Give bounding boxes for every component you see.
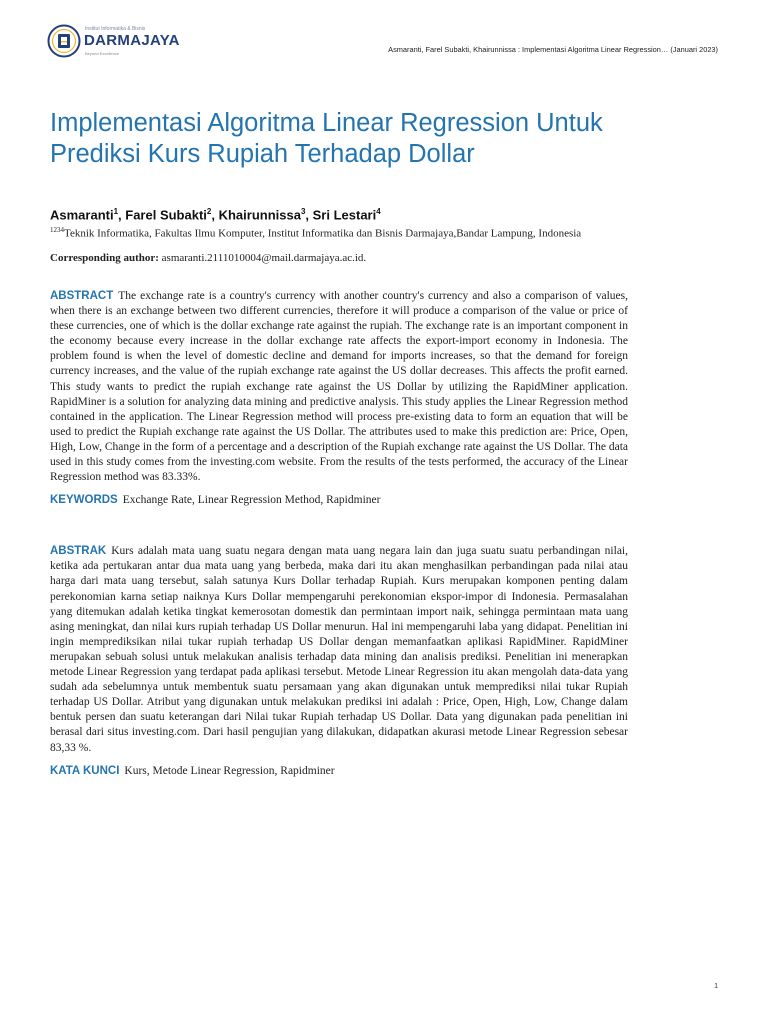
abstract-label: ABSTRACT [50,289,114,302]
abstract-indonesian [50,544,628,755]
author-separator: , [305,207,313,223]
institution-logo [47,24,197,60]
author-affiliation-mark: 4 [376,207,381,216]
keywords-indonesian [50,764,628,779]
author-name: Sri Lestari [312,207,377,223]
corresponding-author [50,251,628,265]
kata-kunci-label: KATA KUNCI [50,764,120,777]
author-separator: , [118,207,126,223]
running-head: Asmaranti, Farel Subakti, Khairunnissa : Implementasi Algoritma Linear Regression… (Januari 2023) [388,45,718,54]
paper-title: Implementasi Algoritma Linear Regression Untuk Prediksi Kurs Rupiah Terhadap Dollar [50,109,603,168]
corresponding-author-label: Corresponding author: [50,251,159,264]
author-separator: , [211,207,219,223]
page-header [0,0,768,70]
author-affiliation-mark: 2 [206,207,212,216]
abstrak-label: ABSTRAK [50,545,107,558]
logo-tagline: Beyond Excellence [85,51,120,56]
affiliation-text: Teknik Informatika, Fakultas Ilmu Komputer, Institut Informatika dan Bisnis Darmajaya,Bandar Lampung, Indonesia [64,227,582,240]
author-name: Farel Subakti [125,207,207,223]
page-number: 1 [714,983,718,990]
corresponding-author-email[interactable]: asmaranti.2111010004@mail.darmajaya.ac.id. [161,251,367,264]
author-affiliation-mark: 3 [300,207,306,216]
article-content [50,108,628,779]
affiliation-mark: 1234 [50,226,64,235]
keywords-label: KEYWORDS [50,494,118,507]
abstract-text: The exchange rate is a country's currency with another country's currency and also a comparison of values, when there is an exchange between two different currencies, therefore it will produce a comparison of the value or price of these currencies, one of which is the dollar exchange rate against the rupiah. The exchange rate is an important component in the economy because every increase in the dollar exchange rate affects the export-import economy in Indonesia. The problem found is when the level of domestic decline and demand for imports increases, so that the demand for foreign currency increases, and the value of the rupiah exchange rate against the US dollar decreases. This affects the profit earned. This study wants to predict the rupiah exchange rate against the US Dollar by utilizing the RapidMiner application. RapidMiner is a solution for analyzing data mining and predictive analysis. This study applies the Linear Regression method contained in the application. The Linear Regression method will process pre-existing data to form an equation that will be used to predict the Rupiah exchange rate against the US Dollar. The attributes used to make this prediction are: Price, Open, High, Low, Change in the form of a percentage and a description of the Rupiah exchange rate against the US Dollar. The data used in this study comes from the investing.com website. From the results of the tests performed, the accuracy of the Linear Regression method was 83.33%. [50,289,628,484]
author-name: Khairunnissa [218,207,301,223]
keywords-text: Exchange Rate, Linear Regression Method, Rapidminer [122,494,381,507]
darmajaya-emblem-icon [47,24,81,58]
logo-name: DARMAJAYA [84,32,180,49]
kata-kunci-text: Kurs, Metode Linear Regression, Rapidminer [124,764,335,777]
author-name: Asmaranti [50,207,114,223]
abstract-english [50,289,628,485]
author-affiliation-mark: 1 [113,207,119,216]
keywords-english [50,493,628,508]
author-affiliation [50,223,628,241]
logo-institute-text: Institut Informatika & Bisnis [85,26,146,32]
abstrak-text: Kurs adalah mata uang suatu negara dengan mata uang negara lain dan juga suatu suatu perbandingan nilai, ketika ada pertukaran antar dua mata uang yang berbeda, maka dari itu akan menghasilkan perbandingan pada nilai atau harga dari mata uang tersebut, salah satunya Kurs Dollar terhadap Rupiah. Kurs merupakan komponen penting dalam perekonomian karna setiap naiknya Kurs Dollar mempengaruhi perekonomian ekspor-impor di Indonesia. Permasalahan yang ditemukan adalah ketika tingkat kemerosotan domestik dan permintaan import naik, sehingga permintaan mata uang asing meningkat, dan nilai kurs rupiah terhadap US Dollar menurun. Hal ini mempengaruhi laba yang didapat. Penelitian ini ingin memprediksikan nilai tukar rupiah terhadap US Dollar dengan memanfaatkan aplikasi RapidMiner. RapidMiner merupakan sebuah solusi untuk melakukan analisis terhadap data mining dan analisis prediksi. Penelitian ini menerapkan metode Linear Regression yang terdapat pada aplikasi tersebut. Metode Linear Regression itu akan mengolah data-data yang sudah ada sebelumnya untuk membentuk suatu persamaan yang akan digunakan untuk memprediksi nilai tukar Rupiah terhadap US Dollar. Atribut yang digunakan untuk melakukan prediksi ini adalah : Price, Open, High, Low, Change dalam bentuk persen dan suatu keterangan dari Nilai tukar Rupiah terhadap US Dollar. Data yang digunakan pada penelitian ini berasal dari situs investing.com. Dari hasil pengujian yang dilakukan, didapatkan akurasi metode Linear Regression sebesar 83,33 %. [50,545,628,754]
author-list [50,204,628,223]
